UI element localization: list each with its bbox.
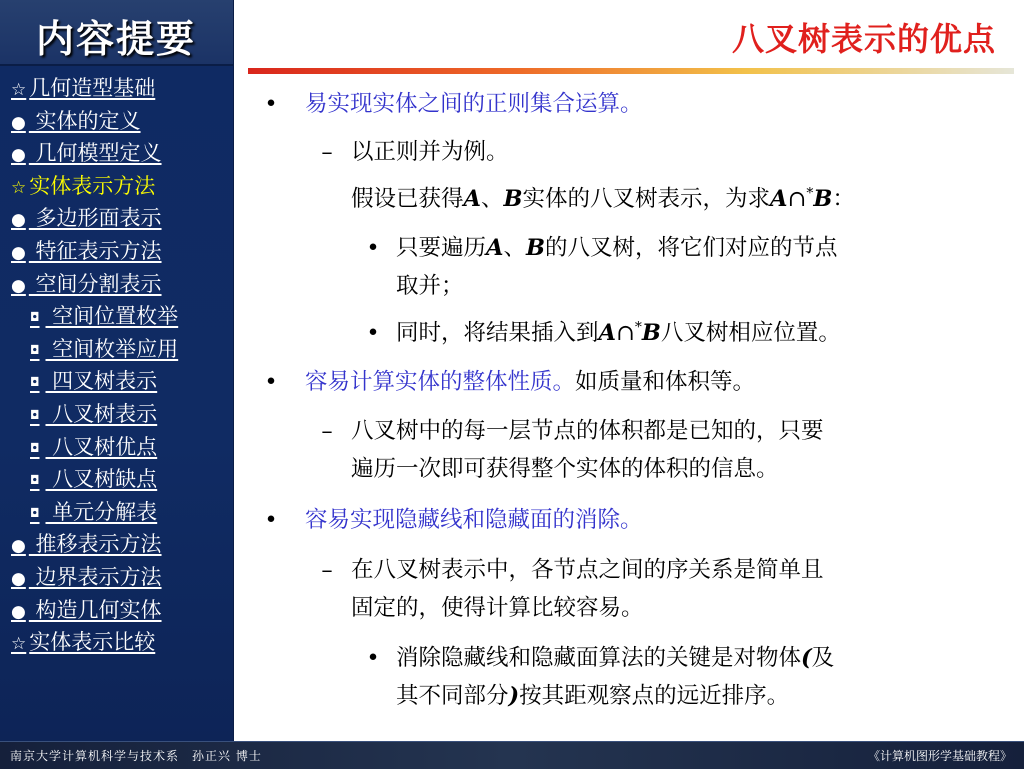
dot-icon: ● (11, 568, 26, 589)
dot-icon: ● (11, 112, 26, 133)
small-bullet-icon: • (366, 645, 380, 671)
nav-item-geometric-model-definition[interactable]: ● 几何模型定义 (11, 141, 162, 166)
nav-item-feature-representation[interactable]: ● 特征表示方法 (11, 238, 162, 263)
star-icon: ☆ (11, 80, 27, 100)
dot-icon: ● (11, 145, 26, 166)
sub-point-node-order: 在八叉树表示中，各节点之间的序关系是简单且 (351, 557, 824, 583)
footer-book-title: 《计算机图形学基础教程》 (867, 749, 1012, 763)
square-bullet-icon: ◘ (30, 473, 40, 488)
dot-icon: ● (11, 242, 26, 263)
bullet-icon: • (264, 507, 278, 533)
nav-item-geometric-modeling-basics[interactable]: ☆ 几何造型基础 (11, 76, 156, 100)
bullet-icon: • (264, 91, 278, 117)
square-bullet-icon: ◘ (30, 342, 40, 357)
dot-icon: ● (11, 275, 26, 296)
nav-item-solid-representation-comparison[interactable]: ☆ 实体表示比较 (11, 630, 156, 655)
dot-icon: ● (11, 536, 26, 557)
bullet-icon: • (264, 369, 278, 395)
bullet-traverse-octrees: 只要遍历A、B的八叉树，将它们对应的节点 (396, 235, 838, 261)
small-bullet-icon: • (366, 320, 380, 346)
nav-item-boundary-representation[interactable]: ● 边界表示方法 (11, 564, 162, 589)
nav-item-solid-representation-methods[interactable]: ☆ 实体表示方法 (11, 173, 156, 198)
nav-item-solid-definition[interactable]: ● 实体的定义 (11, 108, 141, 133)
sub-point-node-order-line2: 固定的，使得计算比较容易。 (351, 595, 644, 621)
bullet-sort-by-distance-line2: 其不同部分)按其距观察点的远近排序。 (396, 683, 790, 709)
square-bullet-icon: ◘ (30, 505, 40, 520)
sidebar-title-text: 内容提要 (36, 17, 197, 61)
sidebar-title (0, 0, 233, 66)
nav-item-space-partition-representation[interactable]: ● 空间分割表示 (11, 271, 162, 296)
small-bullet-icon: • (366, 235, 380, 261)
star-icon: ☆ (11, 634, 27, 655)
sidebar (0, 0, 234, 741)
point-hidden-removal: 容易实现隐藏线和隐藏面的消除。 (305, 507, 643, 533)
nav-item-octree-disadvantages[interactable]: ◘ 八叉树缺点 (30, 467, 158, 492)
sidebar-nav (0, 72, 233, 659)
square-bullet-icon: ◘ (30, 310, 40, 325)
point-regularized-set-ops: 易实现实体之间的正则集合运算。 (305, 91, 643, 117)
footer-bar (0, 741, 1024, 769)
slide-content (233, 82, 1013, 732)
nav-item-polygon-surface-representation[interactable]: ● 多边形面表示 (11, 206, 162, 231)
sub-point-volume-known-line2: 遍历一次即可获得整个实体的体积的信息。 (351, 456, 779, 482)
dash-icon: – (321, 418, 333, 444)
title-underline-bar (248, 68, 1014, 74)
dash-icon: – (321, 139, 333, 165)
text-assume-octrees: 假设已获得A、B实体的八叉树表示，为求A∩*B： (351, 185, 855, 212)
nav-item-cell-decomposition[interactable]: ◘ 单元分解表 (30, 499, 158, 524)
sub-point-volume-known: 八叉树中的每一层节点的体积都是已知的，只要 (351, 418, 824, 444)
bullet-traverse-octrees-line2: 取并； (396, 273, 464, 299)
dot-icon: ● (11, 210, 26, 231)
dot-icon: ● (11, 601, 26, 622)
star-icon: ☆ (11, 177, 27, 198)
footer-author: 南京大学计算机科学与技术系 孙正兴 博士 (10, 749, 262, 763)
nav-item-quadtree-representation[interactable]: ◘ 四叉树表示 (30, 369, 158, 394)
bullet-sort-by-distance: 消除隐藏线和隐藏面算法的关键是对物体(及 (396, 645, 835, 671)
square-bullet-icon: ◘ (30, 440, 40, 455)
bullet-insert-result: 同时，将结果插入到A∩*B八叉树相应位置。 (396, 319, 841, 346)
nav-item-sweep-representation[interactable]: ● 推移表示方法 (11, 532, 162, 557)
nav-item-octree-representation[interactable]: ◘ 八叉树表示 (30, 401, 158, 426)
point-global-properties: 容易计算实体的整体性质。如质量和体积等。 (305, 369, 756, 395)
nav-item-constructive-solid-geometry[interactable]: ● 构造几何实体 (11, 597, 162, 622)
dash-icon: – (321, 557, 333, 583)
slide-title: 八叉树表示的优点 (731, 20, 996, 58)
square-bullet-icon: ◘ (30, 407, 40, 422)
nav-item-spatial-occupancy-enumeration[interactable]: ◘ 空间位置枚举 (30, 304, 179, 329)
nav-item-spatial-enumeration-applications[interactable]: ◘ 空间枚举应用 (30, 336, 179, 361)
square-bullet-icon: ◘ (30, 375, 40, 390)
nav-item-octree-advantages[interactable]: ◘ 八叉树优点 (30, 434, 158, 459)
sub-point-regular-union: 以正则并为例。 (351, 139, 509, 165)
